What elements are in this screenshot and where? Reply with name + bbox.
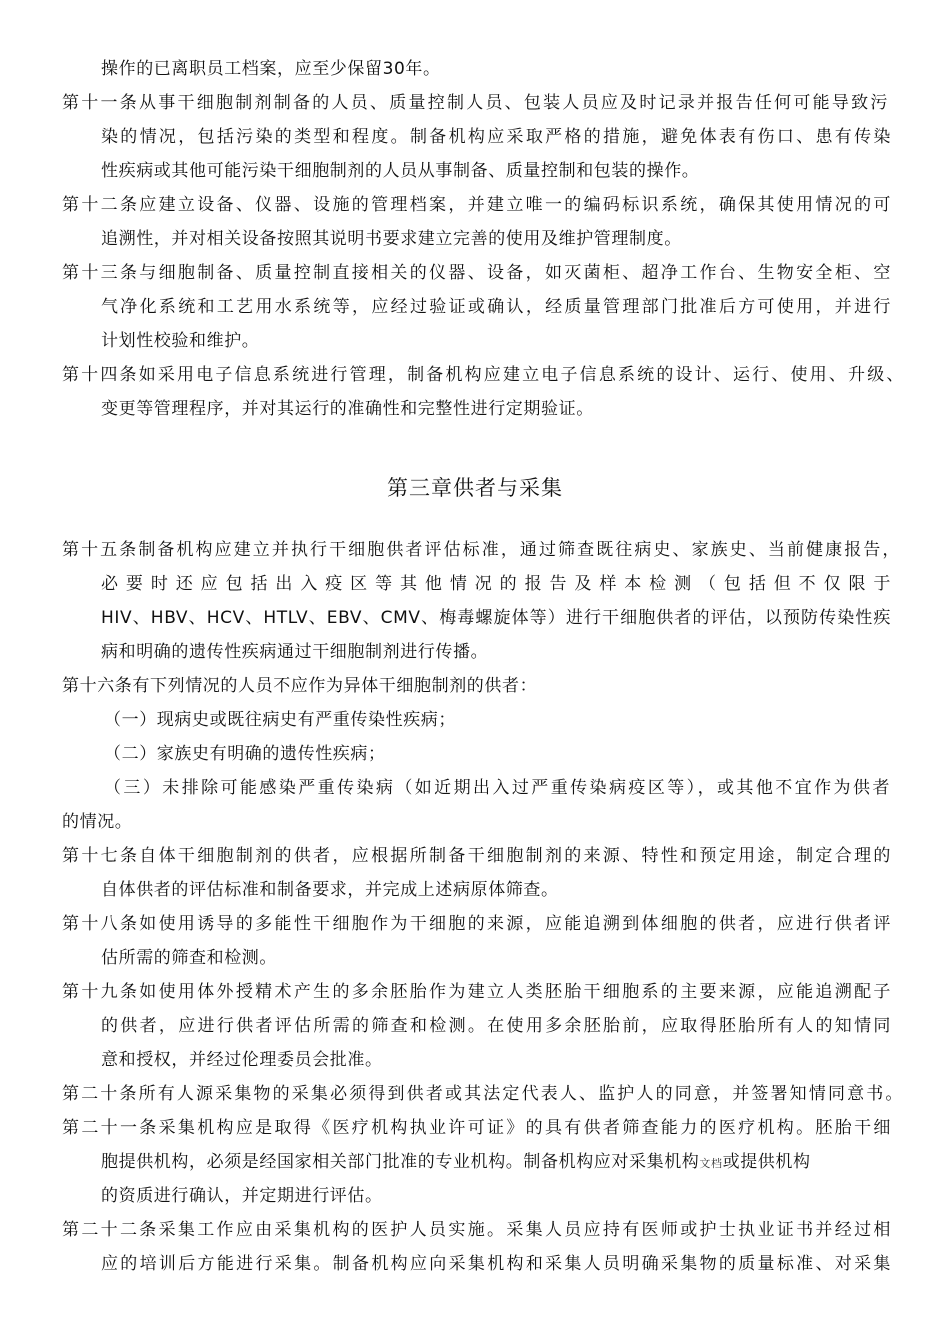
text-line: 第十八条如使用诱导的多能性干细胞作为干细胞的来源，应能追溯到体细胞的供者，应进行供者评: [62, 914, 891, 934]
text-line: 第十一条从事干细胞制剂制备的人员、质量控制人员、包装人员应及时记录并报告任何可能导致污: [62, 93, 888, 113]
list-item: （二）家族史有明确的遗传性疾病；: [104, 744, 386, 764]
chapter-title: 第三章供者与采集: [387, 476, 563, 500]
text-line: 第十五条制备机构应建立并执行干细胞供者评估标准，通过筛查既往病史、家族史、当前健康报告，: [62, 540, 900, 560]
text-line: [101, 1150, 811, 1176]
text-line: 追溯性，并对相关设备按照其说明书要求建立完善的使用及维护管理制度。: [101, 229, 682, 249]
text-line: 应的培训后方能进行采集。制备机构应向采集机构和采集人员明确采集物的质量标准、对采集: [101, 1254, 891, 1274]
text-line: 第二十二条采集工作应由采集机构的医护人员实施。采集人员应持有医师或护士执业证书并经过相: [62, 1220, 891, 1240]
text-line: HIV、HBV、HCV、HTLV、EBV、CMV、梅毒螺旋体等）进行干细胞供者的评估，以预防传染性疾: [101, 608, 891, 628]
text-line: 第十二条应建立设备、仪器、设施的管理档案，并建立唯一的编码标识系统，确保其使用情况的可: [62, 195, 891, 215]
text-line: 的资质进行确认，并定期进行评估。: [101, 1186, 383, 1206]
list-item: （三）未排除可能感染严重传染病（如近期出入过严重传染病疫区等），或其他不宜作为供者: [104, 778, 890, 798]
text-line: 的情况。: [62, 812, 133, 832]
text-line: 第十四条如采用电子信息系统进行管理，制备机构应建立电子信息系统的设计、运行、使用、升级、: [62, 365, 904, 385]
text-line: 第十九条如使用体外授精术产生的多余胚胎作为建立人类胚胎干细胞系的主要来源，应能追溯配子: [62, 982, 891, 1002]
text-line: 变更等管理程序，并对其运行的准确性和完整性进行定期验证。: [101, 399, 594, 419]
text-line: 染的情况，包括污染的类型和程度。制备机构应采取严格的措施，避免体表有伤口、患有传染: [101, 127, 891, 147]
text-line: 病和明确的遗传性疾病通过干细胞制剂进行传播。: [101, 642, 489, 662]
text-line: 第十三条与细胞制备、质量控制直接相关的仪器、设备，如灭菌柜、超净工作台、生物安全柜、空: [62, 263, 891, 283]
text-line: 计划性校验和维护。: [101, 331, 260, 351]
text-fragment: 胞提供机构，必须是经国家相关部门批准的专业机构。制备机构应对采集机构: [101, 1152, 700, 1172]
text-line: 意和授权，并经过伦理委员会批准。: [101, 1050, 383, 1070]
list-item: （一）现病史或既往病史有严重传染性疾病；: [104, 710, 456, 730]
text-line: 的供者，应进行供者评估所需的筛查和检测。在使用多余胚胎前，应取得胚胎所有人的知情同: [101, 1016, 891, 1036]
text-line: 必要时还应包括出入疫区等其他情况的报告及样本检测（包括但不仅限于: [101, 574, 891, 594]
text-line: 自体供者的评估标准和制备要求，并完成上述病原体筛查。: [101, 880, 559, 900]
text-line: 第十七条自体干细胞制剂的供者，应根据所制备干细胞制剂的来源、特性和预定用途，制定合理的: [62, 846, 891, 866]
text-line: 估所需的筛查和检测。: [101, 948, 277, 968]
text-line: 操作的已离职员工档案，应至少保留30年。: [101, 59, 441, 79]
text-fragment: 或提供机构: [722, 1152, 811, 1172]
text-line: 性疾病或其他可能污染干细胞制剂的人员从事制备、质量控制和包装的操作。: [101, 161, 700, 181]
watermark-text: 文档: [699, 1157, 723, 1170]
text-line: 气净化系统和工艺用水系统等，应经过验证或确认，经质量管理部门批准后方可使用，并进行: [101, 297, 891, 317]
text-line: 第二十条所有人源采集物的采集必须得到供者或其法定代表人、监护人的同意，并签署知情同意书。: [62, 1084, 903, 1104]
text-line: 第十六条有下列情况的人员不应作为异体干细胞制剂的供者：: [62, 676, 538, 696]
text-line: 第二十一条采集机构应是取得《医疗机构执业许可证》的具有供者筛查能力的医疗机构。胚胎干细: [62, 1118, 891, 1138]
